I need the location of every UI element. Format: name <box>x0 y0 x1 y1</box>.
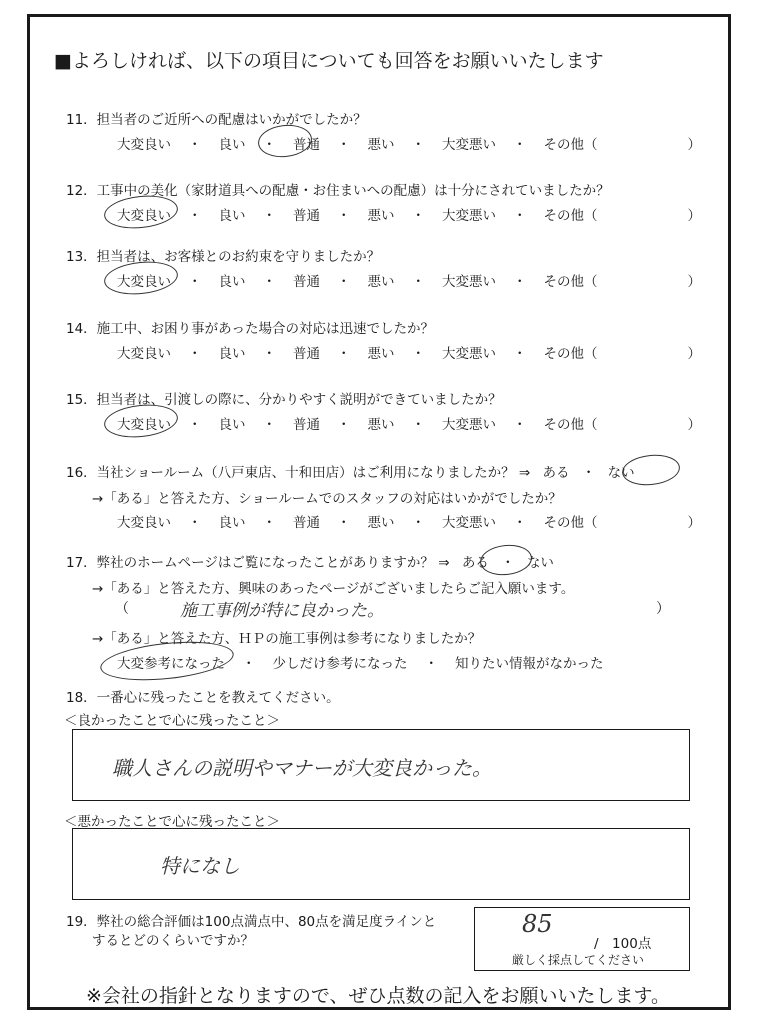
q11-separator: ・ <box>188 137 202 153</box>
q11-option-bad[interactable]: 悪い <box>367 137 395 153</box>
q13-option-bad[interactable]: 悪い <box>367 274 395 290</box>
q13-separator: ・ <box>262 274 276 290</box>
q17-paren-open: （ <box>115 601 129 617</box>
question-19-line-1: 19．弊社の総合評価は100点満点中、80点を満足度ラインと <box>66 914 437 930</box>
q11-option-very-good[interactable]: 大変良い <box>117 137 171 153</box>
q17-no[interactable]: ない <box>526 555 554 571</box>
q16-separator: ・ <box>262 515 276 531</box>
q14-option-good[interactable]: 良い <box>218 346 246 362</box>
q12-separator: ・ <box>188 208 202 224</box>
question-18: 18．一番心に残ったことを教えてください。 <box>66 690 340 706</box>
q16-separator: ・ <box>513 515 527 531</box>
q12-option-very-good[interactable]: 大変良い <box>117 208 171 224</box>
q17-yes[interactable]: ある <box>461 555 489 571</box>
q17-option-not-helpful[interactable]: 知りたい情報がなかった <box>455 656 604 672</box>
q15-option-good[interactable]: 良い <box>218 417 246 433</box>
q14-option-bad[interactable]: 悪い <box>367 346 395 362</box>
q16-sub-question: →「ある」と答えた方、ショールームでのスタッフの対応はいかがでしたか？ <box>92 491 562 507</box>
q12-option-bad[interactable]: 悪い <box>367 208 395 224</box>
q16-option-very-good[interactable]: 大変良い <box>117 515 171 531</box>
q12-separator: ・ <box>411 208 425 224</box>
q12-option-very-bad[interactable]: 大変悪い <box>442 208 496 224</box>
q13-separator: ・ <box>411 274 425 290</box>
question-19-line-2: するとどのくらいですか？ <box>92 933 254 949</box>
score-value: 85 <box>522 910 553 938</box>
good-memory-label: ＜良かったことで心に残ったこと＞ <box>64 713 280 729</box>
question-13-rating-options <box>117 270 701 290</box>
q17-paren-close: ） <box>656 601 670 617</box>
q15-option-very-good[interactable]: 大変良い <box>117 417 171 433</box>
q11-option-very-bad[interactable]: 大変悪い <box>442 137 496 153</box>
q16-option-very-bad[interactable]: 大変悪い <box>442 515 496 531</box>
q16-yes[interactable]: ある <box>542 465 570 481</box>
q12-other-paren-close: ） <box>687 208 701 224</box>
q15-option-very-bad[interactable]: 大変悪い <box>442 417 496 433</box>
q14-other-paren-close: ） <box>687 346 701 362</box>
q16-separator: ・ <box>188 515 202 531</box>
good-memory-answer: 職人さんの説明やマナーが大変良かった。 <box>112 756 492 780</box>
q15-separator: ・ <box>188 417 202 433</box>
q13-separator: ・ <box>188 274 202 290</box>
q16-other-paren-close: ） <box>687 515 701 531</box>
q14-separator: ・ <box>188 346 202 362</box>
q15-separator: ・ <box>513 417 527 433</box>
q14-option-very-good[interactable]: 大変良い <box>117 346 171 362</box>
question-11: 11．担当者のご近所への配慮はいかがでしたか？ <box>66 112 367 128</box>
score-suffix: / 100点 <box>594 936 652 952</box>
page-title: ■よろしければ、以下の項目についても回答をお願いいたします <box>54 50 604 72</box>
q13-option-very-good[interactable]: 大変良い <box>117 274 171 290</box>
q14-option-average[interactable]: 普通 <box>293 346 320 362</box>
q17-sub-question-1: →「ある」と答えた方、興味のあったページがございましたらご記入願います。 <box>92 581 575 597</box>
q16-no[interactable]: ない <box>607 465 635 481</box>
q15-separator: ・ <box>337 417 351 433</box>
q12-option-average[interactable]: 普通 <box>293 208 320 224</box>
bad-memory-answer: 特になし <box>160 854 240 878</box>
q14-separator: ・ <box>513 346 527 362</box>
question-11-rating-options <box>117 133 701 153</box>
q13-option-very-bad[interactable]: 大変悪い <box>442 274 496 290</box>
q13-separator: ・ <box>337 274 351 290</box>
q16-separator: ・ <box>411 515 425 531</box>
q16-rating-options <box>117 511 701 531</box>
q15-other-paren-close: ） <box>687 417 701 433</box>
bad-memory-label: ＜悪かったことで心に残ったこと＞ <box>64 814 280 830</box>
q12-separator: ・ <box>337 208 351 224</box>
q16-option-other[interactable]: その他（ <box>543 515 598 531</box>
q14-separator: ・ <box>337 346 351 362</box>
q13-option-average[interactable]: 普通 <box>293 274 320 290</box>
q11-separator: ・ <box>411 137 425 153</box>
q17-sub-question-2: →「ある」と答えた方、ＨＰの施工事例は参考になりましたか？ <box>92 631 482 647</box>
q12-option-other[interactable]: その他（ <box>543 208 598 224</box>
q17-option-very-helpful[interactable]: 大変参考になった <box>117 656 225 672</box>
q11-separator: ・ <box>262 137 276 153</box>
q15-separator: ・ <box>262 417 276 433</box>
q14-option-other[interactable]: その他（ <box>543 346 598 362</box>
question-16: 16．当社ショールーム（八戸東店、十和田店）はご利用になりましたか？ ⇒ ある ・ ない <box>66 465 635 481</box>
q16-option-average[interactable]: 普通 <box>293 515 320 531</box>
question-13: 13．担当者は、お客様とのお約束を守りましたか？ <box>66 249 381 265</box>
q12-option-good[interactable]: 良い <box>218 208 246 224</box>
question-15: 15．担当者は、引渡しの際に、分かりやすく説明ができていましたか？ <box>66 392 502 408</box>
q12-separator: ・ <box>262 208 276 224</box>
q15-option-bad[interactable]: 悪い <box>367 417 395 433</box>
q11-option-average[interactable]: 普通 <box>293 137 320 153</box>
q14-option-very-bad[interactable]: 大変悪い <box>442 346 496 362</box>
q13-option-good[interactable]: 良い <box>218 274 246 290</box>
question-12: 12．工事中の美化（家財道具への配慮・お住まいへの配慮）は十分にされていましたか？ <box>66 183 610 199</box>
q14-separator: ・ <box>411 346 425 362</box>
q14-separator: ・ <box>262 346 276 362</box>
q11-option-other[interactable]: その他（ <box>543 137 598 153</box>
question-14-rating-options <box>117 342 701 362</box>
question-14: 14．施工中、お困り事があった場合の対応は迅速でしたか？ <box>66 321 435 337</box>
q11-separator: ・ <box>337 137 351 153</box>
q16-option-bad[interactable]: 悪い <box>367 515 395 531</box>
q17-option-somewhat-helpful[interactable]: 少しだけ参考になった <box>272 656 408 672</box>
q11-option-good[interactable]: 良い <box>218 137 246 153</box>
q15-option-other[interactable]: その他（ <box>543 417 598 433</box>
q11-other-paren-close: ） <box>687 137 701 153</box>
q16-separator: ・ <box>337 515 351 531</box>
q15-separator: ・ <box>411 417 425 433</box>
q13-option-other[interactable]: その他（ <box>543 274 598 290</box>
q15-option-average[interactable]: 普通 <box>293 417 320 433</box>
q13-separator: ・ <box>513 274 527 290</box>
q16-option-good[interactable]: 良い <box>218 515 246 531</box>
question-17: 17．弊社のホームページはご覧になったことがありますか？ ⇒ ある ・ ない <box>66 555 554 571</box>
footer-note: ※会社の指針となりますので、ぜひ点数の記入をお願いいたします。 <box>86 985 671 1007</box>
q12-separator: ・ <box>513 208 527 224</box>
question-12-rating-options <box>117 204 701 224</box>
q11-separator: ・ <box>513 137 527 153</box>
question-15-rating-options <box>117 413 701 433</box>
q17-handwritten-answer[interactable]: 施工事例が特に良かった。 <box>180 601 384 621</box>
q17-reference-options: 大変参考になった ・ 少しだけ参考になった ・ 知りたい情報がなかった <box>117 652 604 672</box>
score-note: 厳しく採点してください <box>512 953 645 967</box>
q13-other-paren-close: ） <box>687 274 701 290</box>
